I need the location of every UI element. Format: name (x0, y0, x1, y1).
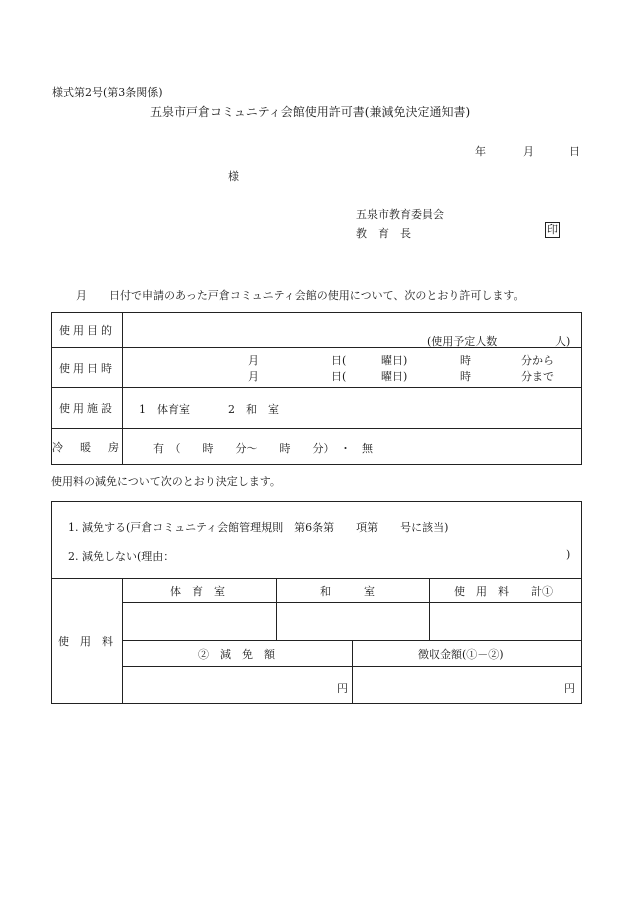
datetime-cell[interactable] (123, 348, 582, 388)
reduction-yen: 円 (337, 682, 348, 695)
col-line-1 (276, 578, 277, 640)
addressee-suffix: 様 (228, 170, 239, 183)
facility-japanese-room: 2 和 室 (228, 403, 279, 416)
datetime-label: 使用日時 (52, 348, 123, 388)
header-row-line (122, 602, 581, 603)
divider-line (52, 578, 581, 579)
aircon-label: 冷 暖 房 (52, 429, 123, 465)
reduction-amount-header: ② 減 免 額 (198, 648, 275, 661)
purpose-label: 使用目的 (52, 313, 123, 348)
facility-label: 使用施設 (52, 388, 123, 429)
facility-gym: 1 体育室 (139, 403, 190, 416)
reduction-intro: 使用料の減免について次のとおり決定します。 (51, 475, 281, 488)
usage-table (51, 312, 582, 465)
to-day: 日( (331, 370, 347, 383)
aircon-cell[interactable] (123, 429, 582, 465)
reduction-option-1[interactable]: 1. 減免する(戸倉コミュニティ会館管理規則 第6条第 項第 号に該当) (68, 521, 449, 534)
from-weekday: 曜日) (381, 354, 408, 367)
fee-label: 使 用 料 (58, 635, 113, 648)
to-hour: 時 (460, 370, 471, 383)
collection-yen: 円 (564, 682, 575, 695)
permission-intro: 月 日付で申請のあった戸倉コミュニティ会館の使用について、次のとおり許可します。 (76, 289, 525, 302)
collection-amount-header: 徴収金額(①－②) (418, 648, 504, 661)
to-month: 月 (248, 370, 259, 383)
expected-people-label: (使用予定人数 (427, 335, 498, 348)
fee-header-japanese-room: 和 室 (320, 585, 375, 598)
date-year-label: 年 (475, 145, 486, 158)
date-month-label: 月 (523, 145, 534, 158)
from-day: 日( (331, 354, 347, 367)
from-month: 月 (248, 354, 259, 367)
form-number: 様式第2号(第3条関係) (52, 86, 163, 99)
issuer-title: 教 育 長 (356, 227, 411, 240)
from-minute: 分から (521, 354, 554, 367)
people-unit: 人) (555, 335, 571, 348)
from-hour: 時 (460, 354, 471, 367)
to-weekday: 曜日) (381, 370, 408, 383)
seal-mark: 印 (547, 223, 558, 236)
fee-header-total: 使 用 料 計① (454, 585, 553, 598)
fee-reduction-box (51, 501, 582, 704)
aircon-text: 有 （ 時 分～ 時 分） ・ 無 (153, 442, 373, 455)
to-minute: 分まで (521, 370, 554, 383)
date-day-label: 日 (569, 145, 580, 158)
fee-header-gym: 体 育 室 (170, 585, 225, 598)
reduction-option-2-close: ) (566, 548, 571, 561)
issuer-board: 五泉市教育委員会 (356, 208, 444, 221)
document-title: 五泉市戸倉コミュニティ会館使用許可書(兼減免決定通知書) (150, 105, 471, 119)
facility-cell[interactable] (123, 388, 582, 429)
reduction-option-2[interactable]: 2. 減免しない(理由： (68, 550, 175, 563)
col-line-3 (352, 640, 353, 703)
col-line-2 (429, 578, 430, 640)
purpose-cell[interactable] (123, 313, 582, 348)
